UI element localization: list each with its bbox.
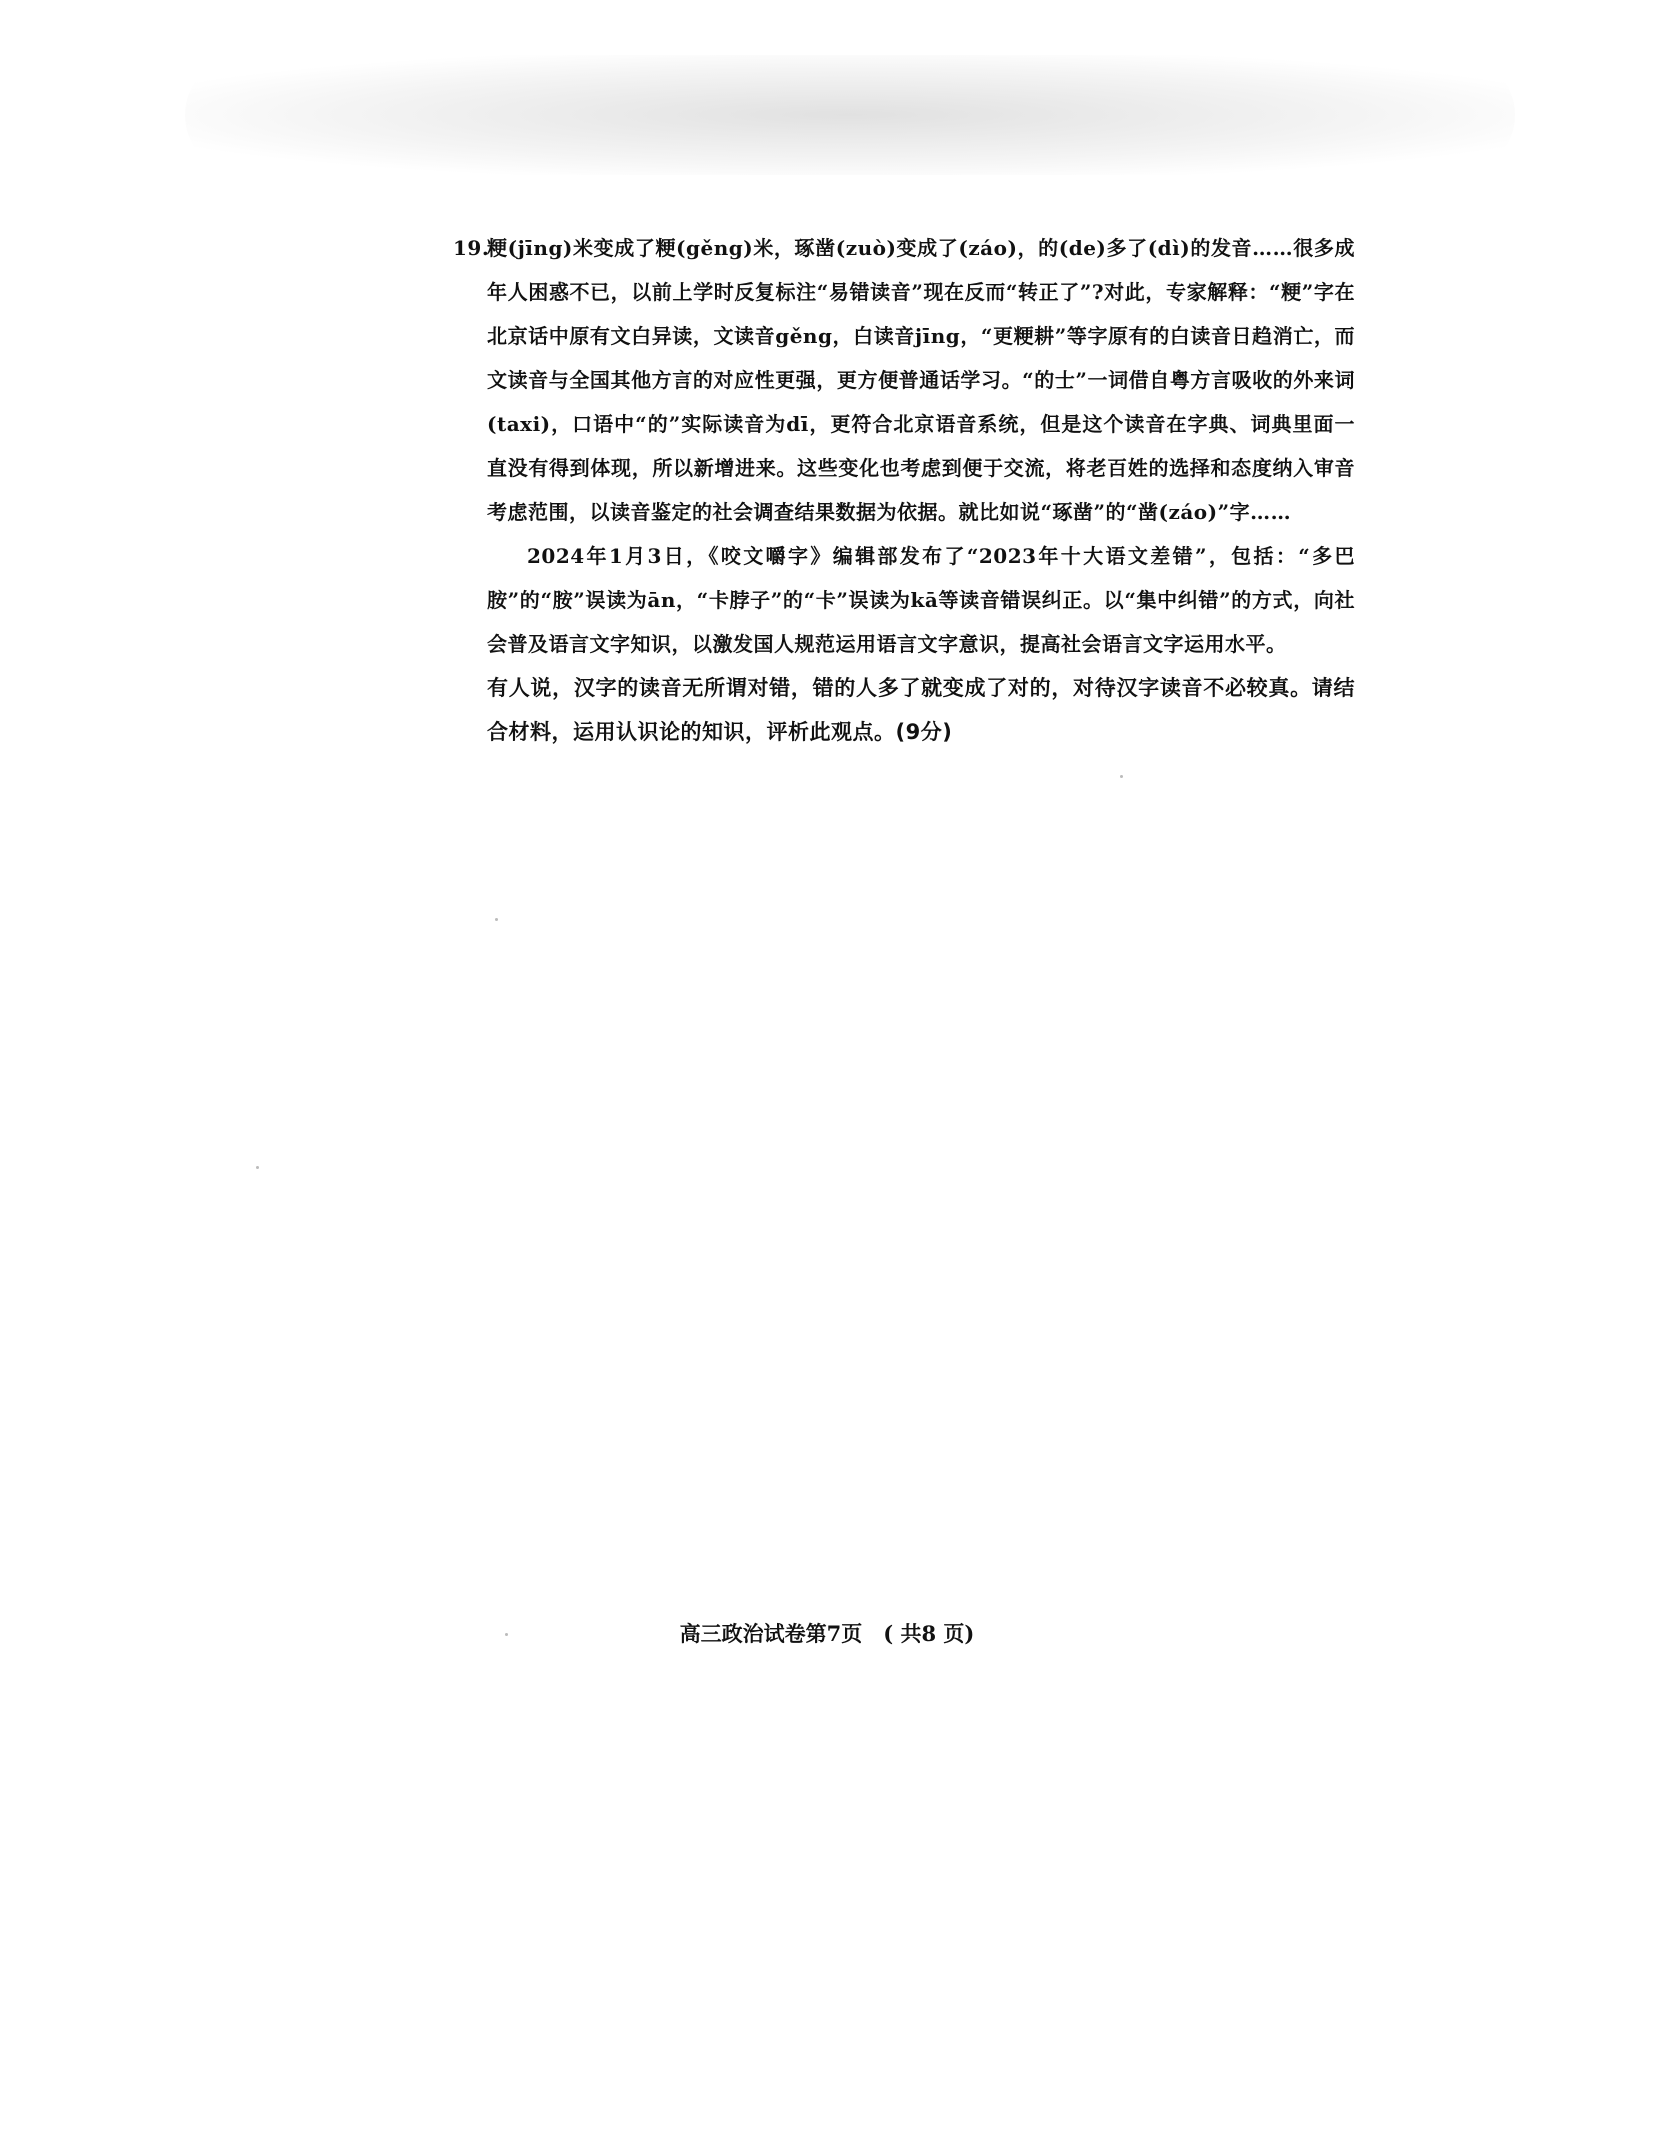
- material-paragraph-1: 粳(jīng)米变成了粳(gěng)米，琢凿(zuò)变成了(záo)，的(de)多了(dì)的发音……很多成年人困惑不已，以前上学时反复标注“易错读音”现在反而“转正了”?对此，专家解释：“粳”字在北京话中原有文白异读，文读音gěng，白读音jīng，“更粳耕”等字原有的白读音日趋消亡，而文读音与全国其他方言的对应性更强，更方便普通话学习。“的士”一词借自粤方言吸收的外来词(taxi)，口语中“的”实际读音为dī，更符合北京语音系统，但是这个读音在字典、词典里面一直没有得到体现，所以新增进来。这些变化也考虑到便于交流，将老百姓的选择和态度纳入审音考虑范围，以读音鉴定的社会调查结果数据为依据。就比如说“琢凿”的“凿(záo)”字……: [487, 236, 1355, 524]
- scan-speck: [256, 1166, 259, 1169]
- page-footer: 高三政治试卷第7页 ( 共8 页): [679, 1621, 975, 1646]
- scan-speck: [495, 918, 498, 921]
- question-number: 19.: [453, 236, 490, 260]
- question-19: [455, 226, 1355, 754]
- scan-shadow: [185, 55, 1515, 175]
- question-prompt: 有人说，汉字的读音无所谓对错，错的人多了就变成了对的，对待汉字读音不必较真。请结合材料，运用认识论的知识，评析此观点。(9分): [487, 676, 1355, 744]
- material-paragraph-2: 2024年1月3日，《咬文嚼字》编辑部发布了“2023年十大语文差错”，包括：“多巴胺”的“胺”误读为ān，“卡脖子”的“卡”误读为kā等读音错误纠正。以“集中纠错”的方式，向社会普及语言文字知识，以激发国人规范运用语言文字意识，提高社会语言文字运用水平。: [487, 544, 1355, 656]
- scan-speck: [1120, 775, 1123, 778]
- scan-speck: [505, 1633, 508, 1636]
